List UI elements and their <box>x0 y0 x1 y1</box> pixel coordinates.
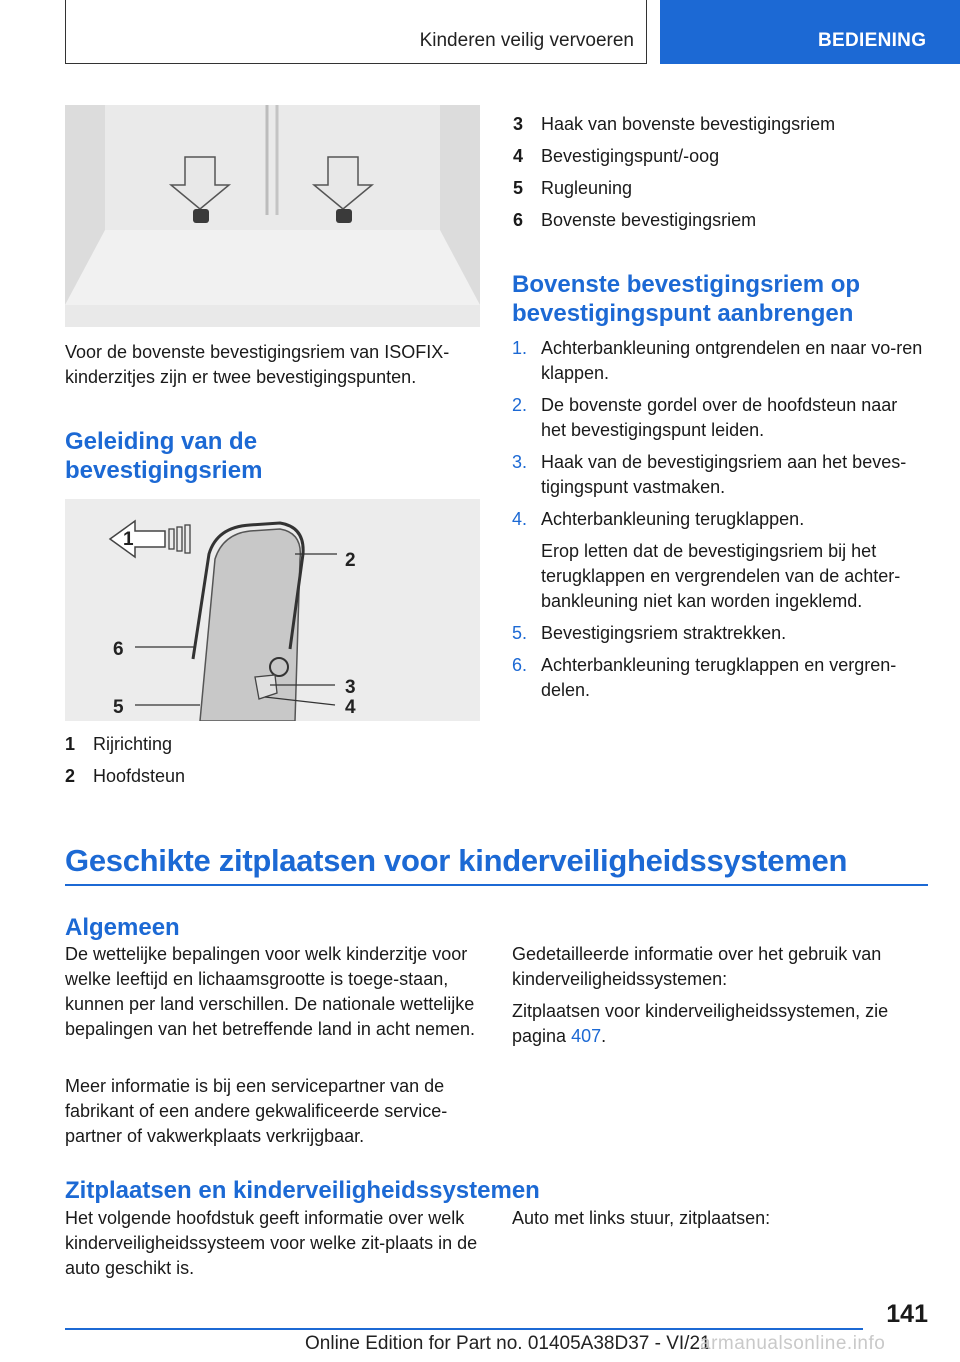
step-item <box>512 507 927 532</box>
figure2-label-5: 5 <box>113 697 124 718</box>
heading-attach-belt: Bovenste bevestigingsriem op bevestigingspunt aanbrengen <box>512 271 861 327</box>
step-number: 4. <box>512 509 528 529</box>
reference-end: . <box>601 1026 607 1046</box>
figure2-label-6: 6 <box>113 639 124 660</box>
figure-belt-routing <box>65 499 480 721</box>
legend-number: 4 <box>513 146 524 166</box>
step-item <box>512 621 927 646</box>
header-section-box <box>65 0 647 64</box>
footer-divider <box>65 1328 863 1330</box>
heading-belt-guide: Geleiding van de bevestigingsriem <box>65 428 263 484</box>
general-paragraph-2: Meer informatie is bij een servicepartner van de fabrikant of een andere gekwalificeerde service-partner of vakwerkplaats verkrijgbaar. <box>65 1076 448 1146</box>
legend-number: 3 <box>513 114 524 134</box>
legend-text: Rugleuning <box>541 178 633 198</box>
step-text: Achterbankleuning terugklappen. <box>541 509 805 529</box>
step-text: Achterbankleuning terugklappen en vergren-delen. <box>541 655 897 700</box>
step-number: 1. <box>512 338 528 358</box>
figure-anchor-points <box>65 105 480 327</box>
legend-text: Haak van bovenste bevestigingsriem <box>541 114 836 134</box>
header-chapter-label: BEDIENING <box>818 30 927 51</box>
figure2-label-4: 4 <box>345 697 356 718</box>
legend-item <box>513 144 928 169</box>
step-text: Erop letten dat de bevestigingsriem bij het terugklappen en vergrendelen van de achter-bankleuning niet kan worden ingeklemd. <box>541 541 901 611</box>
legend-item <box>65 732 465 757</box>
legend-item <box>513 112 928 137</box>
reference-text: Zitplaatsen voor kinderveiligheidssystemen, zie pagina <box>512 1001 889 1046</box>
section-heading: Geschikte zitplaatsen voor kinderveiligheidssystemen <box>65 843 848 878</box>
legend-text: Bovenste bevestigingsriem <box>541 210 757 230</box>
subheading-seats: Zitplaatsen en kinderveiligheidssystemen <box>65 1177 540 1204</box>
figure2-label-2: 2 <box>345 550 356 571</box>
seats-right-paragraph: Auto met links stuur, zitplaatsen: <box>512 1208 771 1228</box>
footer-edition: Online Edition for Part no. 01405A38D37 - VI/21 <box>305 1333 711 1354</box>
legend-item <box>65 764 465 789</box>
step-item <box>512 450 927 500</box>
legend-number: 6 <box>513 210 524 230</box>
figure1-caption: Voor de bovenste bevestigingsriem van ISOFIX-kinderzitjes zijn er twee bevestigingspunten. <box>65 342 450 387</box>
step-item <box>512 393 927 443</box>
legend-text: Rijrichting <box>93 734 173 754</box>
step-item <box>512 336 927 386</box>
step-text: De bovenste gordel over de hoofdsteun naar het bevestigingspunt leiden. <box>541 395 898 440</box>
general-paragraph-1: De wettelijke bepalingen voor welk kinderzitje voor welke leeftijd en lichaamsgrootte is toege-staan, kunnen per land verschillen. De nationale wettelijke bepalingen van het betreffende land in acht nemen. <box>65 944 475 1039</box>
legend-text: Hoofdsteun <box>93 766 186 786</box>
step-number: 3. <box>512 452 528 472</box>
legend-number: 1 <box>65 734 76 754</box>
belt-routing-illustration <box>65 499 480 721</box>
legend-item <box>513 208 928 233</box>
step-text: Bevestigingsriem straktrekken. <box>541 623 787 643</box>
figure2-label-3: 3 <box>345 677 356 698</box>
step-text: Haak van de bevestigingsriem aan het beves-tigingspunt vastmaken. <box>541 452 907 497</box>
general-right-paragraph-1: Gedetailleerde informatie over het gebruik van kinderveiligheidssystemen: <box>512 944 882 989</box>
legend-item <box>513 176 928 201</box>
step-number: 6. <box>512 655 528 675</box>
step-number: 2. <box>512 395 528 415</box>
page-reference-link[interactable]: 407 <box>571 1026 602 1046</box>
header-section-title: Kinderen veilig vervoeren <box>419 30 634 51</box>
header-chapter-tab <box>660 0 960 64</box>
step-item <box>512 653 927 703</box>
legend-number: 5 <box>513 178 524 198</box>
page-number: 141 <box>886 1300 928 1328</box>
anchor-points-illustration <box>65 105 480 327</box>
step-text: Achterbankleuning ontgrendelen en naar vo-ren klappen. <box>541 338 923 383</box>
step-number: 5. <box>512 623 528 643</box>
section-divider <box>65 884 928 886</box>
legend-text: Bevestigingspunt/-oog <box>541 146 720 166</box>
general-right-paragraph-2 <box>512 999 927 1049</box>
seats-paragraph: Het volgende hoofdstuk geeft informatie over welk kinderveiligheidssysteem voor welke zit-plaats in de auto geschikt is. <box>65 1208 478 1278</box>
legend-number: 2 <box>65 766 76 786</box>
footer-watermark: armanualsonline.info <box>700 1333 886 1354</box>
subheading-general: Algemeen <box>65 914 180 941</box>
step-note <box>512 539 927 614</box>
figure2-label-1: 1 <box>123 529 134 550</box>
